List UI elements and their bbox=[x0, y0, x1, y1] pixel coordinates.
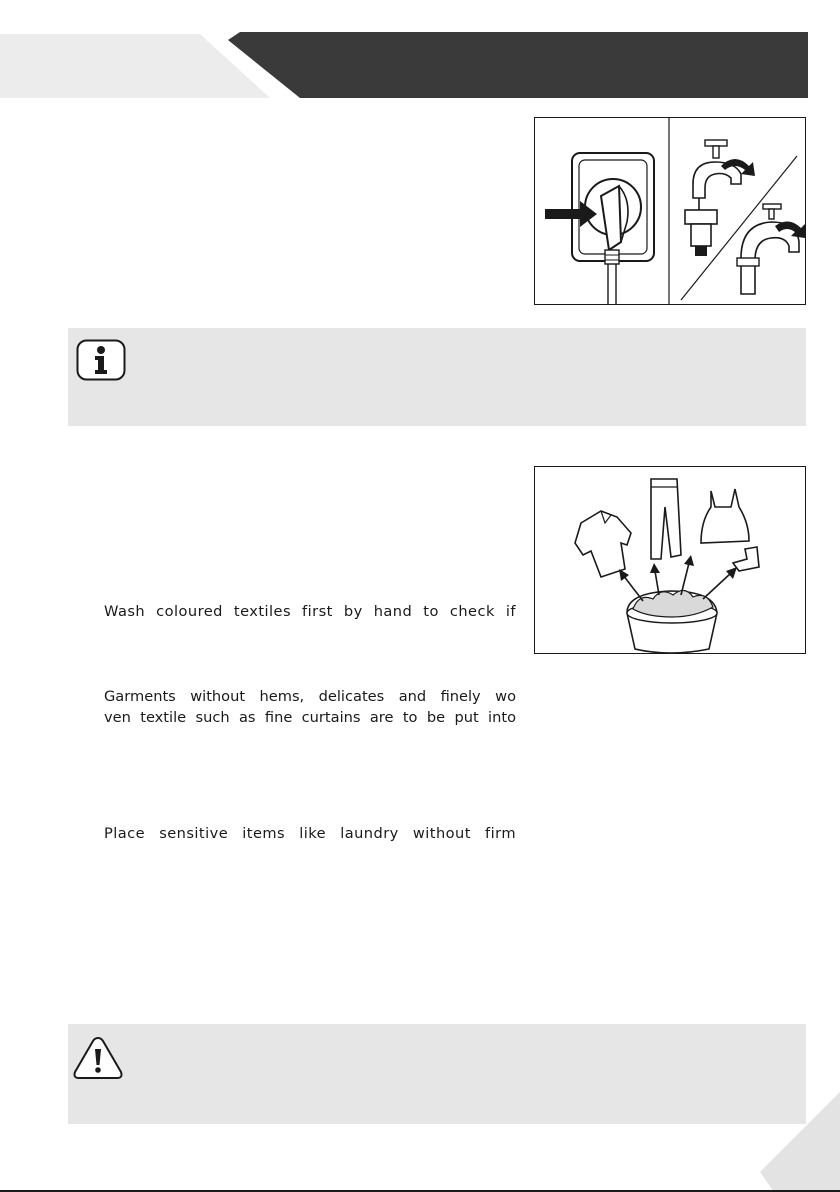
text-line-garments-hems: Garments without hems, delicates and finely wo bbox=[104, 688, 516, 705]
laundry-sorting-illustration bbox=[535, 467, 805, 653]
warning-panel bbox=[68, 1024, 806, 1124]
text-line-sensitive-items: Place sensitive items like laundry without firm bbox=[104, 825, 516, 842]
warning-icon bbox=[72, 1035, 124, 1081]
text-line-woven-textile: ven textile such as fine curtains are to be put into bbox=[104, 709, 516, 726]
plug-and-tap-illustration bbox=[535, 118, 805, 304]
laundry-sorting-figure bbox=[534, 466, 806, 654]
header-tab-dark bbox=[228, 32, 808, 98]
text-line-coloured-textiles: Wash coloured textiles first by hand to check if bbox=[104, 603, 516, 620]
info-icon bbox=[76, 339, 126, 381]
plug-and-tap-figure bbox=[534, 117, 806, 305]
info-panel bbox=[68, 328, 806, 426]
header-tab-light bbox=[0, 34, 270, 98]
